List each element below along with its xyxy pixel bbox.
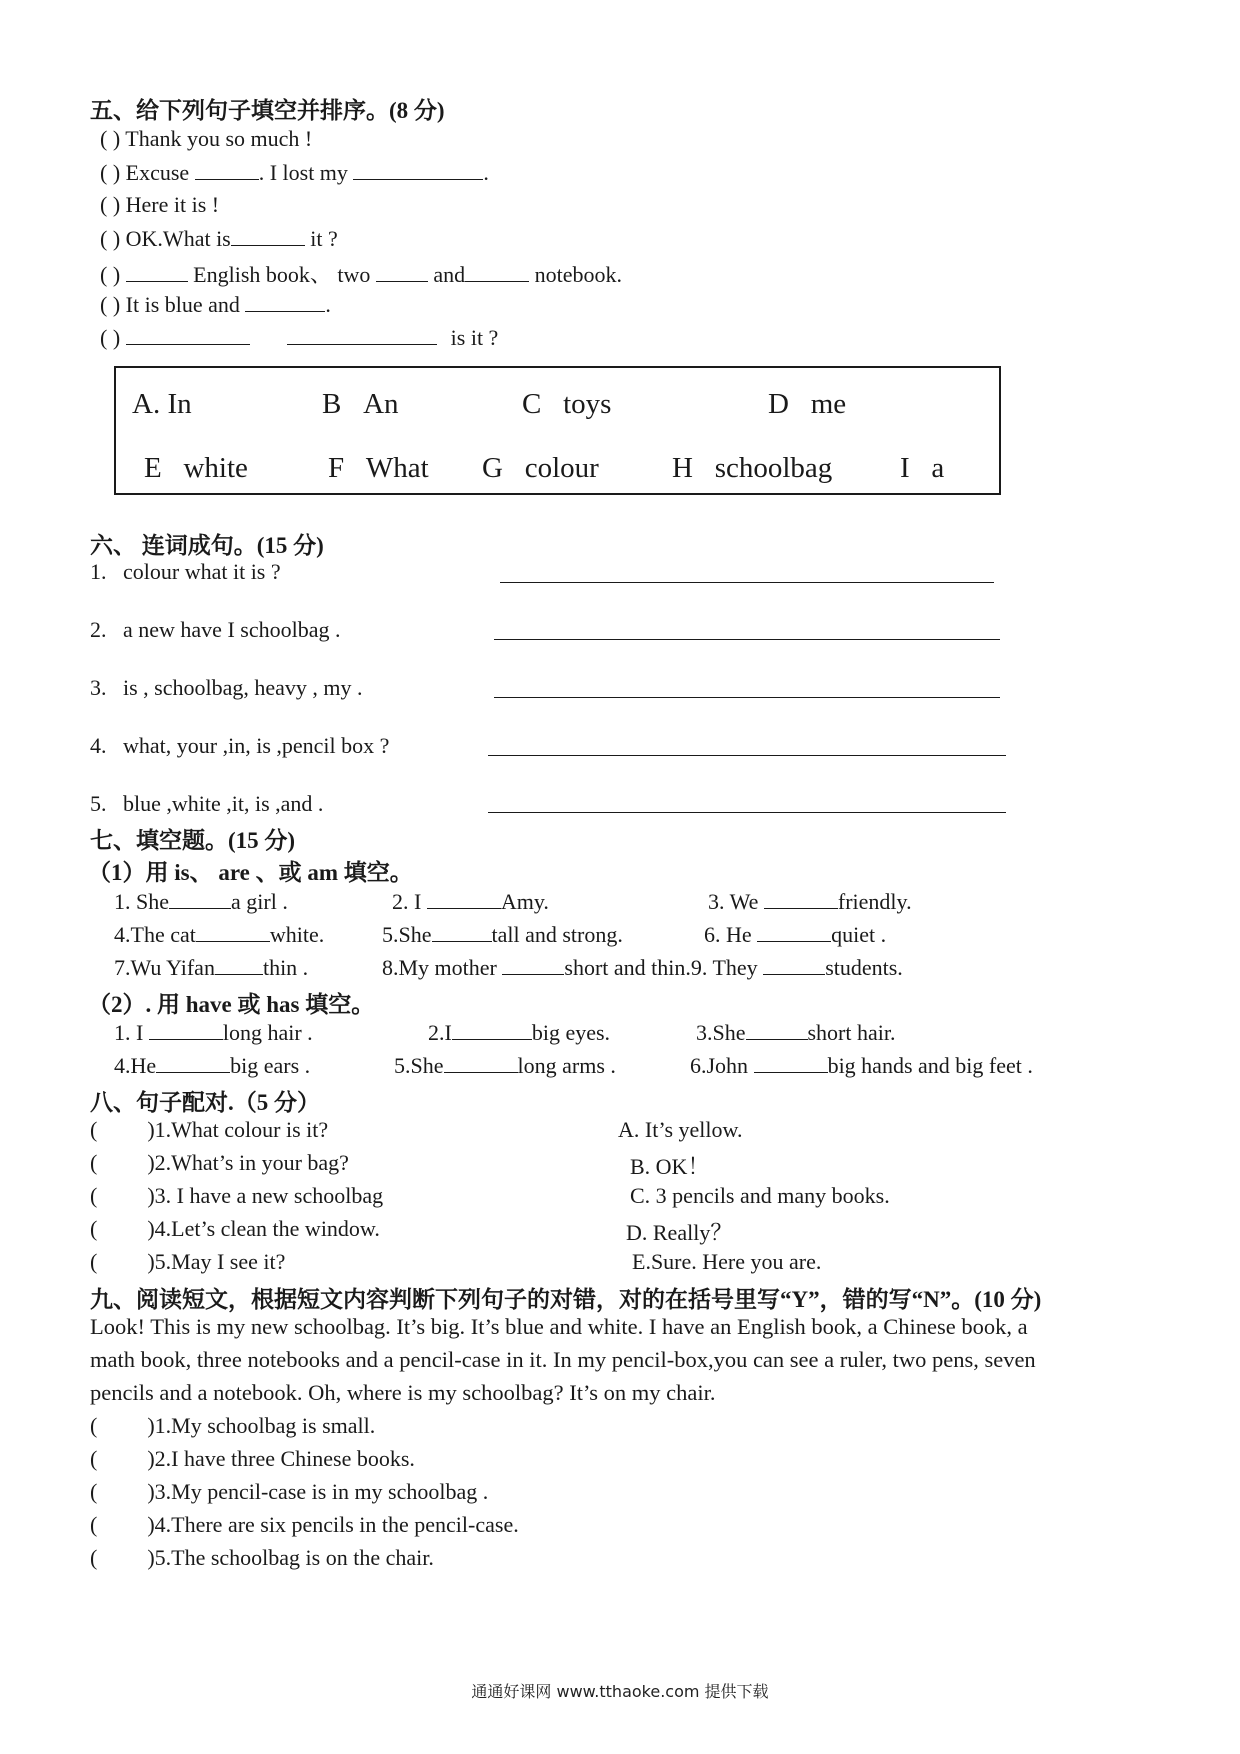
option-h: H schoolbag bbox=[672, 452, 833, 484]
match-answer: B. OK！ bbox=[630, 1154, 710, 1179]
answer-paren[interactable]: ( bbox=[90, 1117, 98, 1142]
fill-item: 2. I Amy. bbox=[392, 889, 549, 914]
option-b: B An bbox=[322, 388, 399, 420]
fill-blank[interactable] bbox=[126, 261, 188, 282]
option-e: E white bbox=[144, 452, 248, 484]
match-question: ( )3. I have a new schoolbag bbox=[90, 1183, 384, 1208]
fill-blank[interactable] bbox=[502, 954, 564, 975]
answer-line[interactable] bbox=[500, 582, 994, 583]
sentence-text: notebook. bbox=[529, 262, 623, 287]
section5-row-2 bbox=[100, 159, 489, 186]
answer-paren: ( ) bbox=[100, 226, 121, 251]
reorder-item-2: 2. a new have I schoolbag . bbox=[90, 617, 341, 642]
reorder-item-3: 3. is , schoolbag, heavy , my . bbox=[90, 675, 363, 700]
fill-blank[interactable] bbox=[763, 954, 825, 975]
sentence-text: Excuse bbox=[125, 160, 195, 185]
sentence-text: OK.What is bbox=[125, 226, 231, 251]
answer-paren[interactable]: ( bbox=[90, 1512, 98, 1537]
section8-heading: 八、句子配对.（5 分） bbox=[90, 1090, 320, 1115]
section5-heading: 五、给下列句子填空并排序。(8 分) bbox=[90, 98, 445, 123]
reorder-item-4: 4. what, your ,in, is ,pencil box ? bbox=[90, 733, 390, 758]
fill-blank[interactable] bbox=[215, 954, 263, 975]
answer-line[interactable] bbox=[494, 639, 1000, 640]
answer-paren[interactable]: ( bbox=[90, 1446, 98, 1471]
option-a: A. In bbox=[132, 388, 192, 420]
section5-row-3 bbox=[100, 192, 219, 218]
match-answer: E.Sure. Here you are. bbox=[632, 1249, 822, 1274]
answer-line[interactable] bbox=[488, 812, 1006, 813]
section5-row-1 bbox=[100, 126, 312, 152]
fill-blank[interactable] bbox=[432, 921, 492, 942]
fill-blank[interactable] bbox=[754, 1052, 828, 1073]
fill-blank[interactable] bbox=[287, 324, 437, 345]
option-d: D me bbox=[768, 388, 847, 420]
section5-row-4 bbox=[100, 225, 338, 252]
fill-blank[interactable] bbox=[764, 888, 838, 909]
fill-blank[interactable] bbox=[169, 888, 231, 909]
section5-row-6 bbox=[100, 291, 331, 318]
sentence-text: It is blue and bbox=[125, 292, 246, 317]
fill-item: 5.She long arms . bbox=[394, 1053, 616, 1078]
sentence-text: . bbox=[325, 292, 331, 317]
fill-item: 3.She short hair. bbox=[696, 1020, 896, 1045]
sentence-text: it ? bbox=[304, 226, 338, 251]
answer-paren: ( ) bbox=[100, 292, 121, 317]
judge-statement: ( )5.The schoolbag is on the chair. bbox=[90, 1545, 434, 1570]
match-question: ( )4.Let’s clean the window. bbox=[90, 1216, 380, 1241]
reorder-item-1: 1. colour what it is ? bbox=[90, 559, 281, 584]
fill-item: 2.I big eyes. bbox=[428, 1020, 611, 1045]
match-question: ( )1.What colour is it? bbox=[90, 1117, 329, 1142]
fill-blank[interactable] bbox=[376, 261, 428, 282]
match-answer: D. Really？ bbox=[626, 1220, 733, 1245]
fill-blank[interactable] bbox=[231, 225, 305, 246]
answer-paren: ( ) bbox=[100, 262, 121, 287]
option-f: F What bbox=[328, 452, 429, 484]
fill-item: 7.Wu Yifan thin . bbox=[114, 955, 309, 980]
passage-line: Look! This is my new schoolbag. It’s big. It’s blue and white. I have an English book, a Chinese book, a bbox=[90, 1314, 1028, 1339]
word-options-box bbox=[114, 366, 1001, 495]
fill-blank[interactable] bbox=[746, 1019, 808, 1040]
page-footer: 通通好课网 www.tthaoke.com 提供下载 bbox=[471, 1682, 769, 1701]
answer-paren: ( ) bbox=[100, 160, 121, 185]
section7-part1-heading: （1）用 is、 are 、或 am 填空。 bbox=[88, 860, 413, 885]
fill-blank[interactable] bbox=[195, 159, 259, 180]
option-i: I a bbox=[900, 452, 945, 484]
answer-paren[interactable]: ( bbox=[90, 1479, 98, 1504]
sentence-text: Thank you so much ! bbox=[125, 126, 313, 151]
sentence-text: . I lost my bbox=[258, 160, 354, 185]
fill-item: 6.John big hands and big feet . bbox=[690, 1053, 1033, 1078]
reorder-item-5: 5. blue ,white ,it, is ,and . bbox=[90, 791, 324, 816]
section7-part2-heading: （2）. 用 have 或 has 填空。 bbox=[88, 992, 375, 1017]
answer-paren[interactable]: ( bbox=[90, 1216, 98, 1241]
match-question: ( )2.What’s in your bag? bbox=[90, 1150, 349, 1175]
judge-statement: ( )4.There are six pencils in the pencil-case. bbox=[90, 1512, 519, 1537]
fill-item: 1. She a girl . bbox=[114, 889, 288, 914]
fill-blank[interactable] bbox=[444, 1052, 518, 1073]
passage-line: math book, three notebooks and a pencil-case in it. In my pencil-box,you can see a ruler, two pens, seven bbox=[90, 1347, 1036, 1372]
passage-line: pencils and a notebook. Oh, where is my schoolbag? It’s on my chair. bbox=[90, 1380, 716, 1405]
answer-paren[interactable]: ( bbox=[90, 1413, 98, 1438]
fill-blank[interactable] bbox=[245, 291, 325, 312]
fill-item: 3. We friendly. bbox=[708, 889, 912, 914]
sentence-text: . bbox=[483, 160, 489, 185]
fill-blank[interactable] bbox=[427, 888, 501, 909]
judge-statement: ( )3.My pencil-case is in my schoolbag . bbox=[90, 1479, 489, 1504]
sentence-text: Here it is ! bbox=[125, 192, 220, 217]
section6-heading: 六、 连词成句。(15 分) bbox=[90, 533, 324, 558]
option-c: C toys bbox=[522, 388, 612, 420]
sentence-text: English book、 two bbox=[193, 262, 376, 287]
answer-paren: ( ) bbox=[100, 192, 121, 217]
fill-blank[interactable] bbox=[452, 1019, 532, 1040]
answer-paren[interactable]: ( bbox=[90, 1545, 98, 1570]
fill-item: 1. I long hair . bbox=[114, 1020, 313, 1045]
fill-blank[interactable] bbox=[196, 921, 270, 942]
match-answer: C. 3 pencils and many books. bbox=[630, 1183, 890, 1208]
judge-statement: ( )1.My schoolbag is small. bbox=[90, 1413, 376, 1438]
fill-item: 8.My mother short and thin.9. They students. bbox=[382, 955, 903, 980]
fill-blank[interactable] bbox=[126, 324, 250, 345]
section7-heading: 七、填空题。(15 分) bbox=[90, 828, 296, 853]
answer-paren: ( ) bbox=[100, 325, 121, 350]
fill-item: 4.The cat white. bbox=[114, 922, 325, 947]
judge-statement: ( )2.I have three Chinese books. bbox=[90, 1446, 415, 1471]
option-g: G colour bbox=[482, 452, 599, 484]
match-answer: A. It’s yellow. bbox=[618, 1117, 743, 1142]
answer-line[interactable] bbox=[494, 697, 1000, 698]
section9-heading: 九、阅读短文，根据短文内容判断下列句子的对错，对的在括号里写“Y”，错的写“N”。(10 分) bbox=[90, 1287, 1042, 1312]
answer-paren[interactable]: ( bbox=[90, 1150, 98, 1175]
sentence-text: is it ? bbox=[450, 325, 499, 350]
fill-blank[interactable] bbox=[353, 159, 483, 180]
fill-item: 4.He big ears . bbox=[114, 1053, 311, 1078]
fill-blank[interactable] bbox=[465, 261, 529, 282]
answer-paren: ( ) bbox=[100, 126, 121, 151]
fill-item: 6. He quiet . bbox=[704, 922, 887, 947]
sentence-text: and bbox=[427, 262, 466, 287]
fill-blank[interactable] bbox=[757, 921, 831, 942]
section5-row-7 bbox=[100, 324, 498, 351]
fill-blank[interactable] bbox=[156, 1052, 230, 1073]
section5-row-5 bbox=[100, 258, 622, 289]
answer-line[interactable] bbox=[488, 755, 1006, 756]
fill-item: 5.She tall and strong. bbox=[382, 922, 623, 947]
answer-paren[interactable]: ( bbox=[90, 1249, 98, 1274]
answer-paren[interactable]: ( bbox=[90, 1183, 98, 1208]
fill-blank[interactable] bbox=[149, 1019, 223, 1040]
match-question: ( )5.May I see it? bbox=[90, 1249, 286, 1274]
